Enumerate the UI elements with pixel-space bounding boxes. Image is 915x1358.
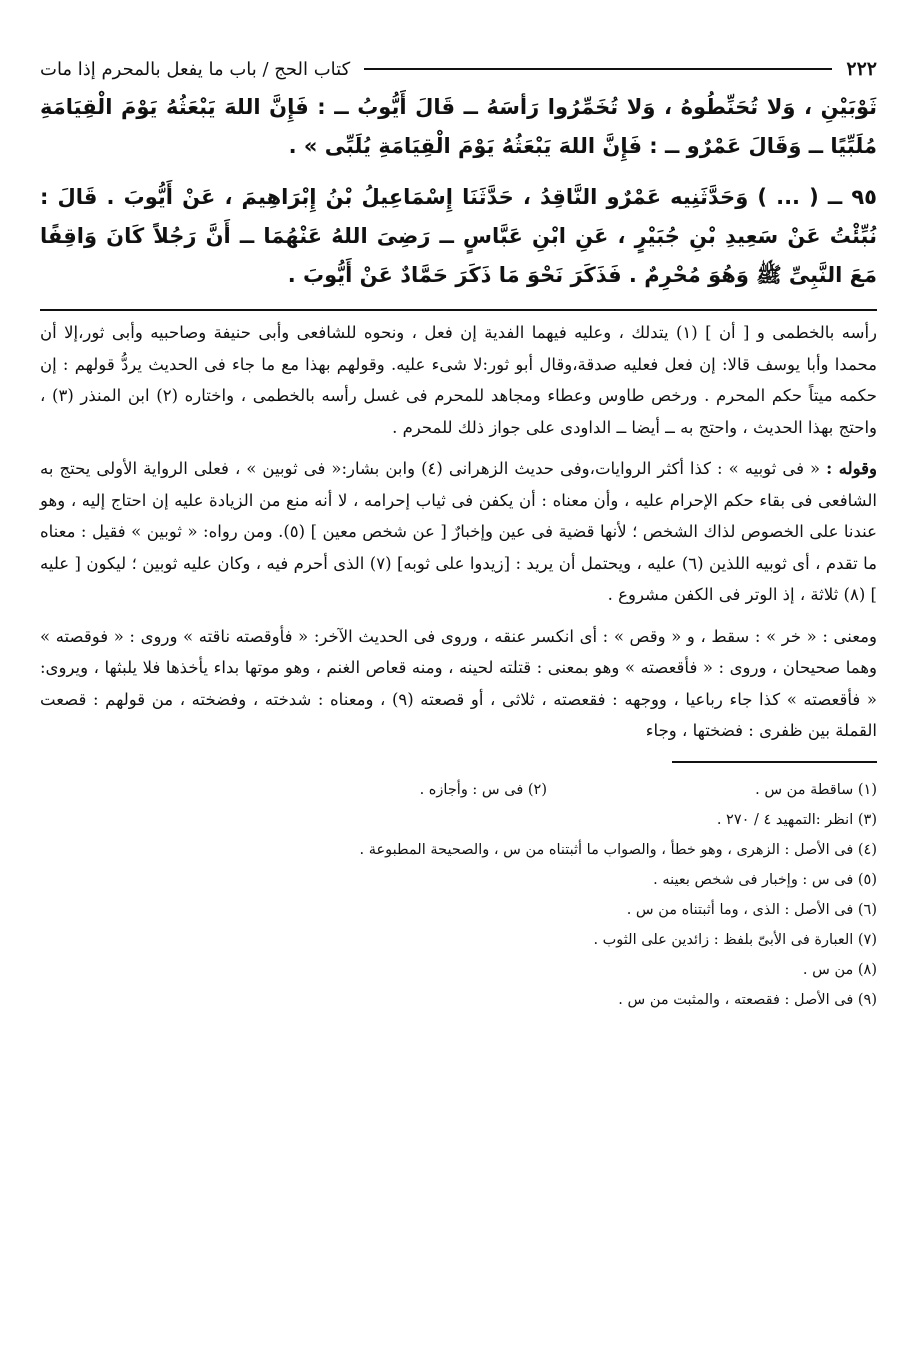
commentary-paragraph-3: ومعنى : « خر » : سقط ، و « وقص » : أى انكسر عنقه ، وروى فى الحديث الآخر: « فأوقصته ناقته » وروى : « فوقصته » وهما صحيحان ، وروى : « فأقعصته » وهو بمعنى : قتلته لحينه ، ومنه قعاص الغنم ، وهو موتها بداء يأخذها فلا يلبثها ، ويروى: « فأقعصته » كذا جاء رباعيا ، ووجهه : فقعصته ، ثلاثى ، أو قصعته (٩) ، ومعناه : شدخته ، وفضخته ، من قولهم : قصعت القملة بين ظفرى : فضختها ، وجاء [40,626,877,740]
footnote-8: (٨) من س . [802,961,877,978]
footnote-2: (٢) فى س : وأجازه . [419,781,547,798]
hadith-block-1: ثَوْبَيْنِ ، وَلا تُحَنِّطُوهُ ، وَلا تُخَمِّرُوا رَأسَهُ ــ قَالَ أَيُّوبُ ــ : فَإِنَّ اللهَ يَبْعَثُهُ يَوْمَ الْقِيَامَةِ مُلَبِّيًا ــ وَقَالَ عَمْرٌو ــ : فَإِنَّ اللهَ يَبْعَثُهُ يَوْمَ الْقِيَامَةِ يُلَبِّى » . [40,95,877,158]
footnote-7: (٧) العبارة فى الأبىّ بلفظ : زائدين على الثوب . [593,931,877,948]
footnote-row [40,985,877,1015]
footnote-1: (١) ساقطة من س . [755,781,877,798]
footnote-row [40,775,877,805]
commentary-lead-word: وقوله : [826,459,877,478]
main-divider [40,309,877,311]
commentary [40,317,877,747]
commentary-paragraph-1: رأسه بالخطمى و [ أن ] (١) يتدلك ، وعليه فيهما الفدية إن فعل ، ونحوه للشافعى وأبى حنيفة وصاحبيه وأبى ثور،إلا أن محمدا وأبا يوسف قالا: إن فعل فعليه صدقة،وقال أبو ثور:لا شىء عليه. وقولهم بهذا مع ما جاء فى الحديث يردُّ قولهم : إن حكمه ميتاً حكم المحرم . ورخص طاوس وعطاء ومجاهد للمحرم فى غسل رأسه بالخطمى ، واختاره (٢) ابن المنذر (٣) ، واحتج بهذا الحديث ، واحتج به ــ أيضا ــ الداودى على جواز ذلك للمحرم . [40,323,877,437]
page-number: ٢٢٢ [846,58,877,80]
running-title: كتاب الحج / باب ما يفعل بالمحرم إذا مات [40,58,351,80]
hadith-block-2: ٩٥ ــ ( ... ) وَحَدَّثَنِيه عَمْرٌو النَّاقِدُ ، حَدَّثَنَا إِسْمَاعِيلُ بْنُ إِبْرَاهِيمَ ، عَنْ أَيُّوبَ . قَالَ : نُبِّئْتُ عَنْ سَعِيدِ بْنِ جُبَيْرٍ ، عَنِ ابْنِ عَبَّاسٍ ــ رَضِىَ اللهُ عَنْهُمَا ــ أَنَّ رَجُلاً كَانَ وَاقِفًا مَعَ النَّبِىِّ ﷺ وَهُوَ مُحْرِمٌ . فَذَكَرَ نَحْوَ مَا ذَكَرَ حَمَّادٌ عَنْ أَيُّوبَ . [40,185,877,287]
commentary-paragraph-2-text: « فى ثوبيه » : كذا أكثر الروايات،وفى حديث الزهرانى (٤) وابن بشار:« فى ثوبين » ، فعلى الرواية الأولى يحتج به الشافعى فى بقاء حكم الإحرام عليه ، وأن معناه : أن يكفن فى ثياب إحرامه ، لا أنه منع من الزيادة عليه إن احتاج إليه ، وهو عندنا على الخصوص لذاك الشخص ؛ لأنها قضية فى عين وإخبارٌ [ عن شخص معين ] (٥). ومن رواه: « ثوبين » فقيل : معناه ما تقدم ، أى ثوبيه اللذين (٦) عليه ، ويحتمل أن يريد : [زيدوا على ثوبه] (٧) الذى أحرم فيه ، وكان عليه ثوبين ؛ ليكون [ عليه ] (٨) ثلاثة ، إذ الوتر فى الكفن مشروع . [40,459,878,604]
footnote-row [40,955,877,985]
footnote-5: (٥) فى س : وإخبار فى شخص بعينه . [653,871,877,888]
footnote-row [40,925,877,955]
header-rule [364,68,832,70]
footnote-4: (٤) فى الأصل : الزهرى ، وهو خطأ ، والصواب ما أثبتناه من س ، والصحيحة المطبوعة . [359,841,877,858]
footnotes [40,775,877,1015]
footnote-6: (٦) فى الأصل : الذى ، وما أثبتناه من س . [626,901,877,918]
footnote-row [40,835,877,865]
footnote-9: (٩) فى الأصل : فقصعته ، والمثبت من س . [618,991,877,1008]
commentary-paragraph-2 [40,453,877,611]
footnote-divider [672,761,877,763]
running-header [40,52,877,86]
footnote-row [40,865,877,895]
footnote-3: (٣) انظر :التمهيد ٤ / ٢٧٠ . [716,811,877,828]
footnote-row [40,895,877,925]
hadith-text [40,88,877,295]
footnote-row [40,805,877,835]
